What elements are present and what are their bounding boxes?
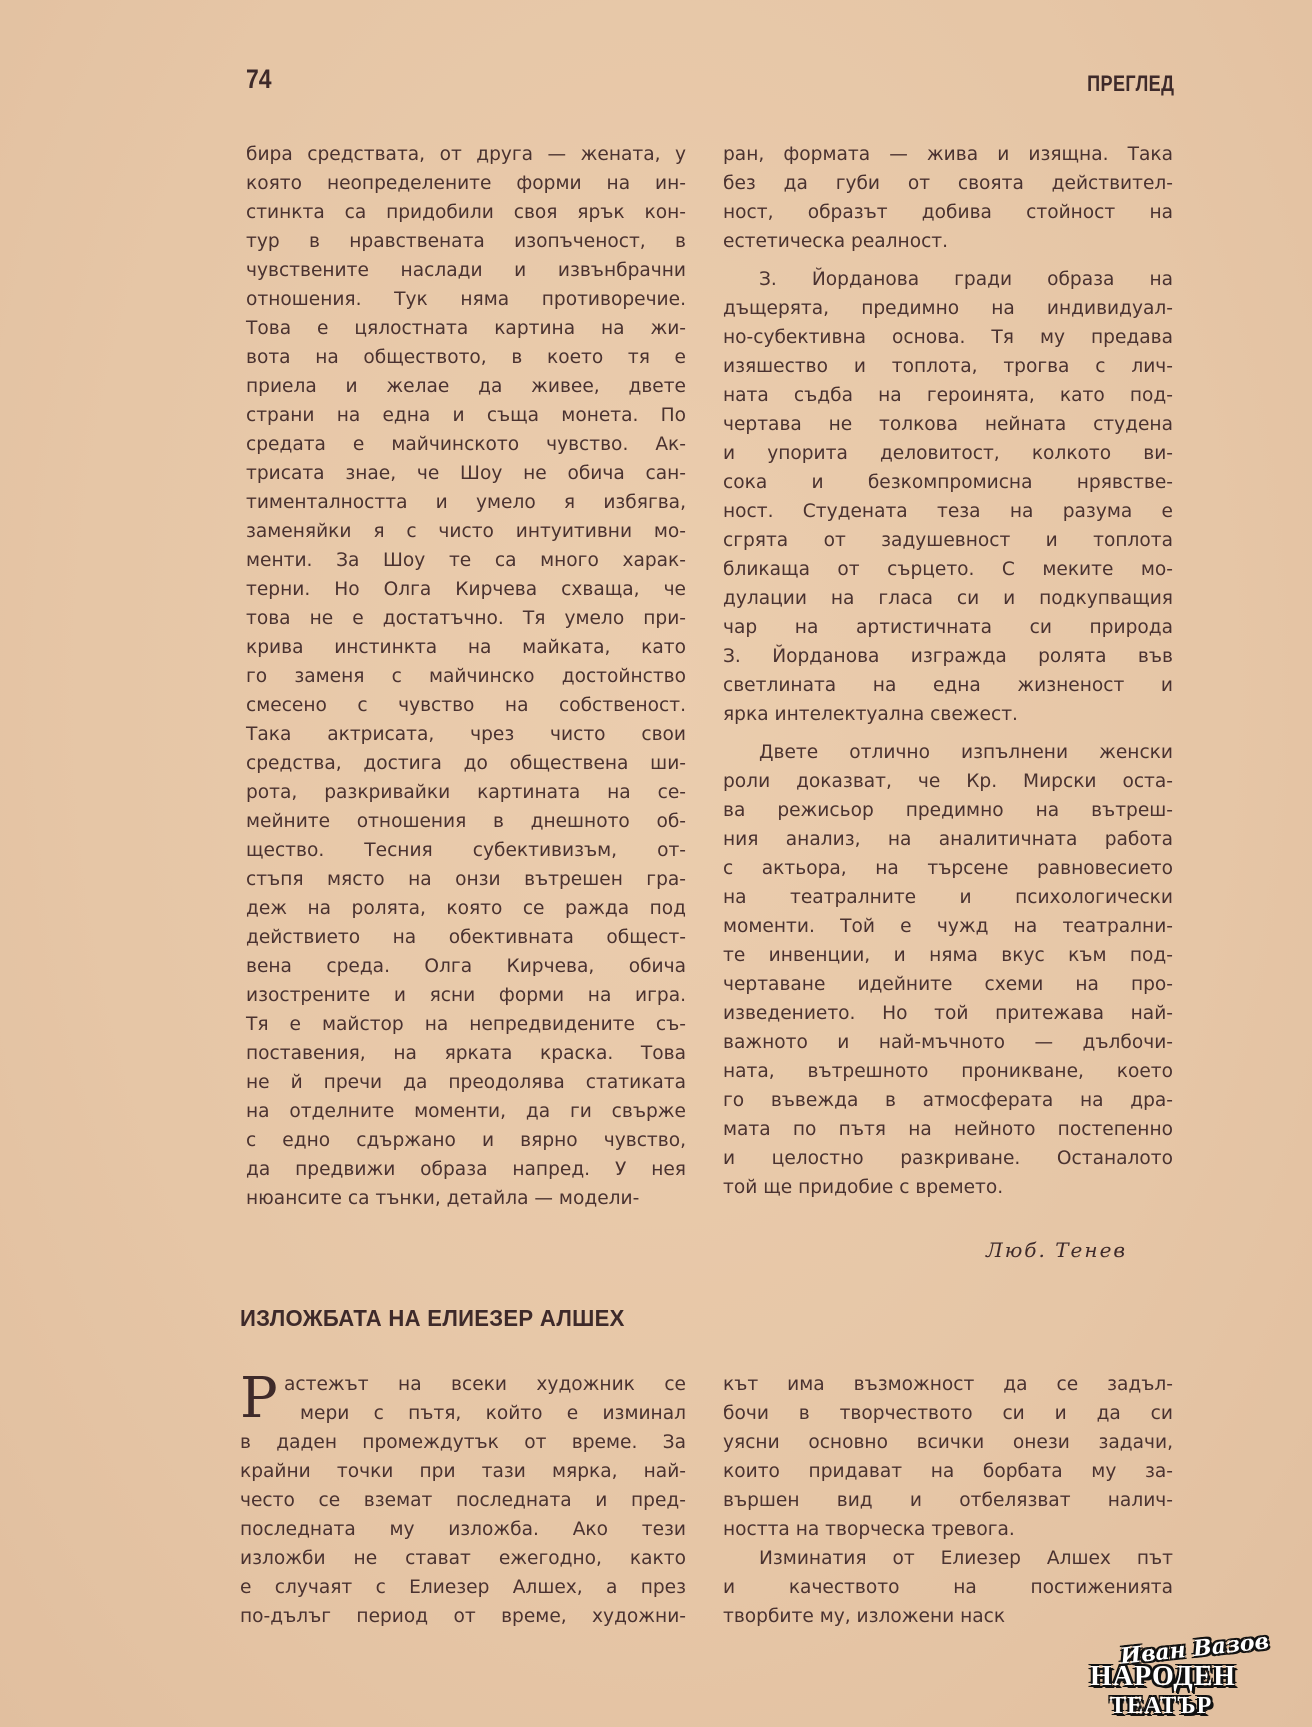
logo-script: Иван Вазов <box>1119 1628 1271 1670</box>
text-line: мейните отношения в днешното об- <box>246 811 686 832</box>
text-line: които придават на борбата му за- <box>723 1461 1173 1482</box>
text-line: по-дълъг период от време, художни- <box>240 1606 686 1627</box>
text-line: и качеството на постиженията <box>723 1577 1173 1598</box>
text-line: да предвижи образа напред. У нея <box>246 1159 686 1180</box>
article2-paragraph-1-cont <box>723 1370 1173 1544</box>
text-line: бира средствата, от друга — жената, у <box>246 144 686 165</box>
national-theatre-logo <box>1080 1628 1300 1724</box>
text-line: астежът на всеки художник се <box>284 1374 686 1395</box>
page-number: 74 <box>246 64 272 94</box>
logo-line-2: ТЕАТЪР <box>1110 1693 1213 1719</box>
text-line: с едно сдържано и вярно чувство, <box>246 1130 686 1151</box>
text-line: ната съдба на героинята, като под- <box>723 385 1173 406</box>
text-line: и упорита деловитост, колкото ви- <box>723 443 1173 464</box>
text-line: Изминатия от Елиезер Алшех път <box>759 1548 1173 1569</box>
text-line: ността на творческа тревога. <box>723 1519 1015 1540</box>
text-line: деж на ролята, която се ражда под <box>246 898 686 919</box>
text-line: поставения, на ярката краска. Това <box>246 1043 686 1064</box>
text-line: творбите му, изложени наск <box>723 1606 1006 1627</box>
text-line: естетическа реалност. <box>723 231 949 252</box>
text-line: З. Йорданова изгражда ролята във <box>723 646 1173 667</box>
text-line: Така актрисата, чрез чисто свои <box>246 724 686 745</box>
text-line: изострените и ясни форми на игра. <box>246 985 686 1006</box>
text-line: изведението. Но той притежава най- <box>723 1003 1173 1024</box>
text-line: ност. Студената теза на разума е <box>723 501 1173 522</box>
text-line: щество. Тесния субективизъм, от- <box>246 840 686 861</box>
text-line: чертава не толкова нейната студена <box>723 414 1173 435</box>
text-line: в даден промеждутък от време. За <box>240 1432 686 1453</box>
text-line: вършен вид и отбелязват налич- <box>723 1490 1173 1511</box>
section-title: ИЗЛОЖБАТА НА ЕЛИЕЗЕР АЛШЕХ <box>240 1305 625 1331</box>
logo-line-1: НАРОДЕН <box>1090 1661 1237 1692</box>
text-line: трисата знае, че Шоу не обича сан- <box>246 463 686 484</box>
article2-paragraph-1 <box>240 1366 686 1631</box>
text-line: средства, достига до обществена ши- <box>246 753 686 774</box>
text-line: ния анализ, на аналитичната работа <box>723 829 1173 850</box>
text-line: заменяйки я с чисто интуитивни мо- <box>246 521 686 542</box>
text-line: това не е достатъчно. Тя умело при- <box>246 608 686 629</box>
text-line: и целостно разкриване. Останалото <box>723 1148 1173 1169</box>
text-line: Двете отлично изпълнени женски <box>759 742 1173 763</box>
text-line: ва режисьор предимно на вътреш- <box>723 800 1173 821</box>
article1-paragraph-2 <box>723 265 1173 729</box>
text-line: менти. За Шоу те са много харак- <box>246 550 686 571</box>
text-line: светлината на една жизненост и <box>723 675 1173 696</box>
text-line: кът има възможност да се задъл- <box>723 1374 1173 1395</box>
text-line: ран, формата — жива и изящна. Така <box>723 144 1173 165</box>
article1-paragraph-1 <box>723 140 1173 256</box>
article2-paragraph-2 <box>723 1544 1173 1631</box>
text-line: ност, образът добива стойност на <box>723 202 1173 223</box>
text-line: чувствените наслади и извънбрачни <box>246 260 686 281</box>
text-line: Тя е майстор на непредвидените съ- <box>246 1014 686 1035</box>
text-line: мата по пътя на нейното постепенно <box>723 1119 1173 1140</box>
text-line: на отделните моменти, да ги свърже <box>246 1101 686 1122</box>
text-line: често се вземат последната и пред- <box>240 1490 686 1511</box>
running-head: ПРЕГЛЕД <box>1086 71 1174 96</box>
article1-right-column <box>723 140 1173 1202</box>
text-line: той ще придобие с времето. <box>723 1177 1004 1198</box>
text-line: чертаване идейните схеми на про- <box>723 974 1173 995</box>
text-line: средата е майчинското чувство. Ак- <box>246 434 686 455</box>
text-line: стъпя място на онзи вътрешен гра- <box>246 869 686 890</box>
author-signature: Люб. Тенев <box>986 1238 1128 1262</box>
article2-right-column <box>723 1370 1173 1631</box>
text-line: сгрята от задушевност и топлота <box>723 530 1173 551</box>
text-line: ярка интелектуална свежест. <box>723 704 1018 725</box>
text-line: терни. Но Олга Кирчева схваща, че <box>246 579 686 600</box>
text-line: приела и желае да живее, двете <box>246 376 686 397</box>
text-line: но-субективна основа. Тя му предава <box>723 327 1173 348</box>
text-line: го въвежда в атмосферата на дра- <box>723 1090 1173 1111</box>
text-line: тименталността и умело я избягва, <box>246 492 686 513</box>
text-line: вота на обществото, в което тя е <box>246 347 686 368</box>
text-line: те инвенции, и няма вкус към под- <box>723 945 1173 966</box>
text-line: нюансите са тънки, детайла — модели- <box>246 1188 640 1209</box>
text-line: З. Йорданова гради образа на <box>759 269 1173 290</box>
text-line: сока и безкомпромисна нрявстве- <box>723 472 1173 493</box>
text-line: моменти. Той е чужд на театрални- <box>723 916 1173 937</box>
text-line: дъщерята, предимно на индивидуал- <box>723 298 1173 319</box>
text-line: дулации на гласа си и подкупващия <box>723 588 1173 609</box>
article2-left-column <box>240 1366 686 1631</box>
text-line: уясни основно всички онези задачи, <box>723 1432 1173 1453</box>
text-line: страни на една и съща монета. По <box>246 405 686 426</box>
text-line: изложби не стават ежегодно, както <box>240 1548 686 1569</box>
text-line: чар на артистичната си природа <box>723 617 1173 638</box>
text-line: действието на обективната общест- <box>246 927 686 948</box>
text-line: смесено с чувство на собственост. <box>246 695 686 716</box>
text-line: не й пречи да преодолява статиката <box>246 1072 686 1093</box>
text-line: последната му изложба. Ако тези <box>240 1519 686 1540</box>
text-line: бочи в творчеството си и да си <box>723 1403 1173 1424</box>
text-line: го заменя с майчинско достойнство <box>246 666 686 687</box>
text-line: крива инстинкта на майката, като <box>246 637 686 658</box>
text-line: крайни точки при тази мярка, най- <box>240 1461 686 1482</box>
article1-left-column <box>246 140 686 1213</box>
text-line: с актьора, на търсене равновесието <box>723 858 1173 879</box>
text-line: на театралните и психологически <box>723 887 1173 908</box>
article1-paragraph-3 <box>723 738 1173 1202</box>
text-line: изяшество и топлота, трогва с лич- <box>723 356 1173 377</box>
drop-cap: Р <box>240 1366 278 1431</box>
text-line: бликаща от сърцето. С меките мо- <box>723 559 1173 580</box>
text-line: ната, вътрешното проникване, което <box>723 1061 1173 1082</box>
text-line: е случаят с Елиезер Алшех, а през <box>240 1577 686 1598</box>
text-line: важното и най-мъчното — дълбочи- <box>723 1032 1173 1053</box>
text-line: тур в нравствената изопъченост, в <box>246 231 686 252</box>
text-line: Това е цялостната картина на жи- <box>246 318 686 339</box>
text-line: мери с пътя, който е изминал <box>300 1403 686 1424</box>
text-line: рота, разкривайки картината на се- <box>246 782 686 803</box>
text-line: вена среда. Олга Кирчева, обича <box>246 956 686 977</box>
text-line: без да губи от своята действител- <box>723 173 1173 194</box>
text-line: роли доказват, че Кр. Мирски оста- <box>723 771 1173 792</box>
text-line: отношения. Тук няма противоречие. <box>246 289 686 310</box>
text-line: стинкта са придобили своя ярък кон- <box>246 202 686 223</box>
text-line: която неопределените форми на ин- <box>246 173 686 194</box>
